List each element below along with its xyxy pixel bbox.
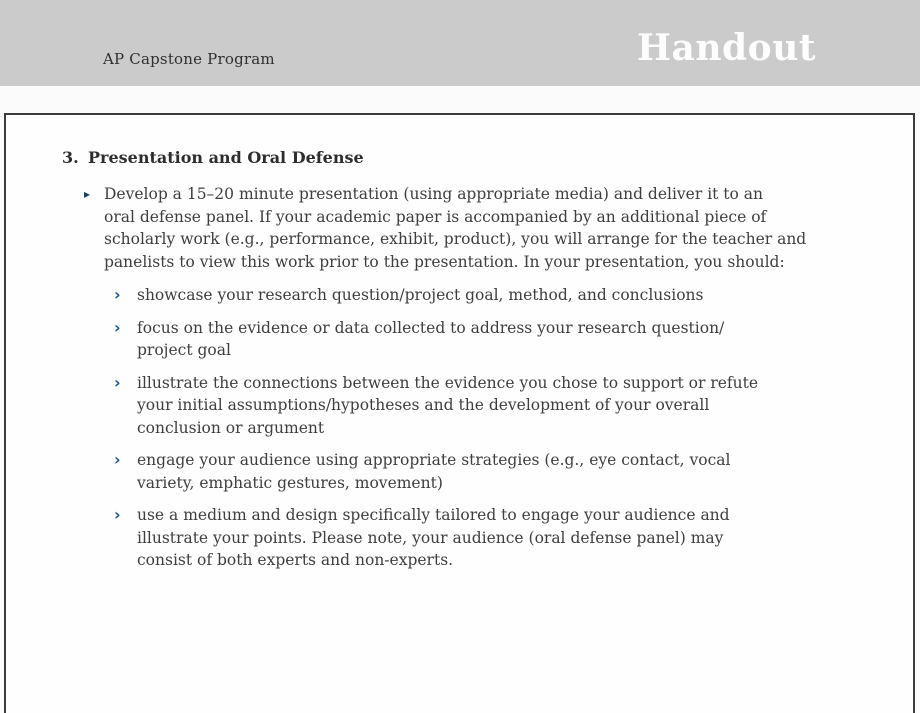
list-item: [114, 284, 913, 307]
intro-line: panelists to view this work prior to the presentation. In your presentation, you should:: [104, 252, 785, 271]
list-item-line: variety, emphatic gestures, movement): [137, 473, 443, 492]
list-item-line: illustrate your points. Please note, your audience (oral defense panel) may: [137, 528, 724, 547]
list-item-line: project goal: [137, 341, 231, 359]
triangle-right-bullet-icon: ▸: [84, 187, 91, 201]
chevron-right-bullet-icon: ›: [114, 450, 121, 469]
list-item-line: showcase your research question/project goal, method, and conclusions: [137, 286, 704, 304]
intro-line: scholarly work (e.g., performance, exhibit, product), you will arrange for the teacher and: [104, 230, 807, 248]
document-panel: [4, 113, 915, 713]
list-item: [114, 317, 913, 362]
list-item-text: [137, 372, 758, 440]
chevron-right-bullet-icon: ›: [114, 372, 121, 392]
list-item-text: [137, 284, 703, 307]
intro-line: oral defense panel. If your academic paper is accompanied by an additional piece of: [104, 207, 767, 226]
intro-bullet: [84, 183, 913, 273]
list-item: [114, 372, 913, 440]
list-item-line: your initial assumptions/hypotheses and the development of your overall: [137, 396, 710, 414]
intro-line: Develop a 15–20 minute presentation (using appropriate media) and deliver it to an: [104, 185, 764, 203]
list-item-line: focus on the evidence or data collected to address your research question/: [137, 318, 725, 337]
list-item-text: [137, 317, 724, 362]
chevron-right-bullet-icon: ›: [114, 285, 121, 304]
list-item-line: conclusion or argument: [137, 418, 325, 437]
section-title: Presentation and Oral Defense: [88, 148, 364, 167]
list-item-line: use a medium and design specifically tailored to engage your audience and: [137, 506, 730, 524]
section-number: 3.: [62, 148, 79, 167]
list-item-line: engage your audience using appropriate strategies (e.g., eye contact, vocal: [137, 451, 731, 469]
intro-text: [104, 183, 806, 273]
page-header: [0, 0, 920, 86]
list-item: [114, 449, 913, 494]
sub-bullet-list: [114, 284, 913, 572]
list-item-line: consist of both experts and non-experts.: [137, 551, 454, 569]
chevron-right-bullet-icon: ›: [114, 505, 121, 524]
program-label: AP Capstone Program: [103, 50, 275, 68]
list-item-line: illustrate the connections between the evidence you chose to support or refute: [137, 373, 759, 392]
list-item-text: [137, 504, 730, 572]
handout-title: Handout: [637, 27, 816, 69]
list-item: [114, 504, 913, 572]
list-item-text: [137, 449, 730, 494]
chevron-right-bullet-icon: ›: [114, 317, 121, 337]
section-heading: [62, 147, 913, 169]
